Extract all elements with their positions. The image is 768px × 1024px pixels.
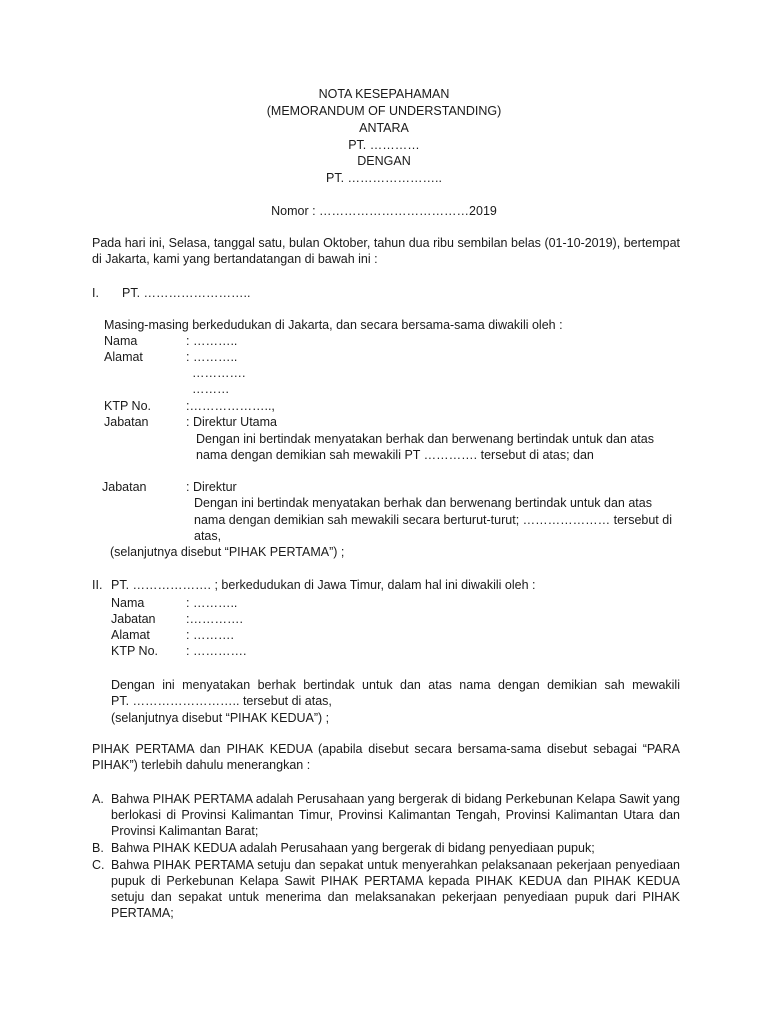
recital-a-text: Bahwa PIHAK PERTAMA adalah Perusahaan yang bergerak di bidang Perkebunan Kelapa Sawit yang berlokasi di Provinsi Kalimantan Timur, Provinsi Kalimantan Tengah, Provinsi Kalimantan Utara dan Provinsi Kalimantan Barat; — [111, 792, 680, 838]
party-one-jabatan-desc-2: nama dengan demikian sah mewakili PT …………. tersebut di atas; dan — [196, 448, 594, 462]
party-one-alamat-label: Alamat — [104, 350, 143, 364]
party-one-domicile: Masing-masing berkedudukan di Jakarta, dan secara bersama-sama diwakili oleh : — [104, 318, 563, 332]
party-one-jabatan-desc-1: Dengan ini bertindak menyatakan berhak dan berwenang bertindak untuk dan atas — [196, 432, 654, 446]
party-two-number: II. — [92, 578, 103, 592]
party-two-nama-value: : ……….. — [186, 596, 238, 610]
party-one-jabatan2-desc-2: nama dengan demikian sah mewakili secara berturut-turut; ………………… tersebut di — [194, 513, 672, 527]
party-two-alias: (selanjutnya disebut “PIHAK KEDUA”) ; — [111, 711, 330, 725]
party-one-jabatan-label: Jabatan — [104, 415, 149, 429]
party-one-ktp-value: :……………….., — [186, 399, 275, 413]
document-title: NOTA KESEPAHAMAN — [318, 87, 450, 101]
party-two-header: PT. ………………….. — [326, 171, 442, 185]
party-one-header: PT. ………… — [348, 138, 420, 152]
party-two-ktp-value: : …………. — [186, 644, 247, 658]
party-one-alamat-value: : ……….. — [186, 350, 238, 364]
intro-paragraph: Pada hari ini, Selasa, tanggal satu, bulan Oktober, tahun dua ribu sembilan belas (01-10-2019), bertempat di Jakarta, kami yang bertandatangan di bawah ini : — [92, 236, 680, 266]
party-two-nama-label: Nama — [111, 596, 145, 610]
party-one-alamat-value-2: …………. — [192, 366, 246, 380]
party-one-nama-value: : ……….. — [186, 334, 238, 348]
party-one-ktp-label: KTP No. — [104, 399, 152, 413]
recital-a-letter: A. — [92, 792, 104, 806]
party-one-jabatan-value: : Direktur Utama — [186, 415, 277, 429]
recital-c-letter: C. — [92, 858, 105, 872]
party-two-line: PT. ………………. ; berkedudukan di Jawa Timur, dalam hal ini diwakili oleh : — [111, 578, 536, 592]
party-one-alamat-value-3: ……… — [192, 382, 230, 396]
party-two-jabatan-label: Jabatan — [111, 612, 156, 626]
party-one-jabatan2-label: Jabatan — [102, 480, 147, 494]
party-one-name: PT. …………………….. — [122, 286, 251, 300]
party-one-jabatan2-desc-1: Dengan ini bertindak menyatakan berhak dan berwenang bertindak untuk dan atas — [194, 496, 652, 510]
party-one-number: I. — [92, 286, 99, 300]
dengan-text: DENGAN — [357, 154, 411, 168]
party-two-desc-2: PT. …………………….. tersebut di atas, — [111, 694, 332, 708]
party-one-jabatan2-desc-3: atas, — [194, 529, 222, 543]
party-two-alamat-label: Alamat — [111, 628, 150, 642]
party-two-alamat-value: : ………. — [186, 628, 234, 642]
antara-text: ANTARA — [359, 121, 409, 135]
recital-b-text: Bahwa PIHAK KEDUA adalah Perusahaan yang bergerak di bidang penyediaan pupuk; — [111, 841, 595, 855]
party-one-nama-label: Nama — [104, 334, 138, 348]
party-two-jabatan-value: :…………. — [186, 612, 243, 626]
preamble-paragraph: PIHAK PERTAMA dan PIHAK KEDUA (apabila disebut secara bersama-sama disebut sebagai “PARA PIHAK”) terlebih dahulu menerangkan : — [92, 742, 680, 772]
party-one-jabatan2-value: : Direktur — [186, 480, 237, 494]
party-two-desc-1: Dengan ini menyatakan berhak bertindak untuk dan atas nama dengan demikian sah mewakili — [111, 678, 680, 692]
party-two-ktp-label: KTP No. — [111, 644, 159, 658]
document-number: Nomor : ………………………………2019 — [271, 204, 497, 218]
recital-c-text: Bahwa PIHAK PERTAMA setuju dan sepakat untuk menyerahkan pelaksanaan pekerjaan penyediaan pupuk di Perkebunan Kelapa Sawit PIHAK PERTAMA kepada PIHAK KEDUA dan PIHAK KEDUA setuju dan sepakat untuk menerima dan melaksanakan pekerjaan penyediaan pupuk dari PIHAK PERTAMA; — [111, 858, 680, 920]
party-one-alias: (selanjutnya disebut “PIHAK PERTAMA”) ; — [110, 545, 345, 559]
document-subtitle: (MEMORANDUM OF UNDERSTANDING) — [266, 104, 502, 118]
recital-b-letter: B. — [92, 841, 104, 855]
